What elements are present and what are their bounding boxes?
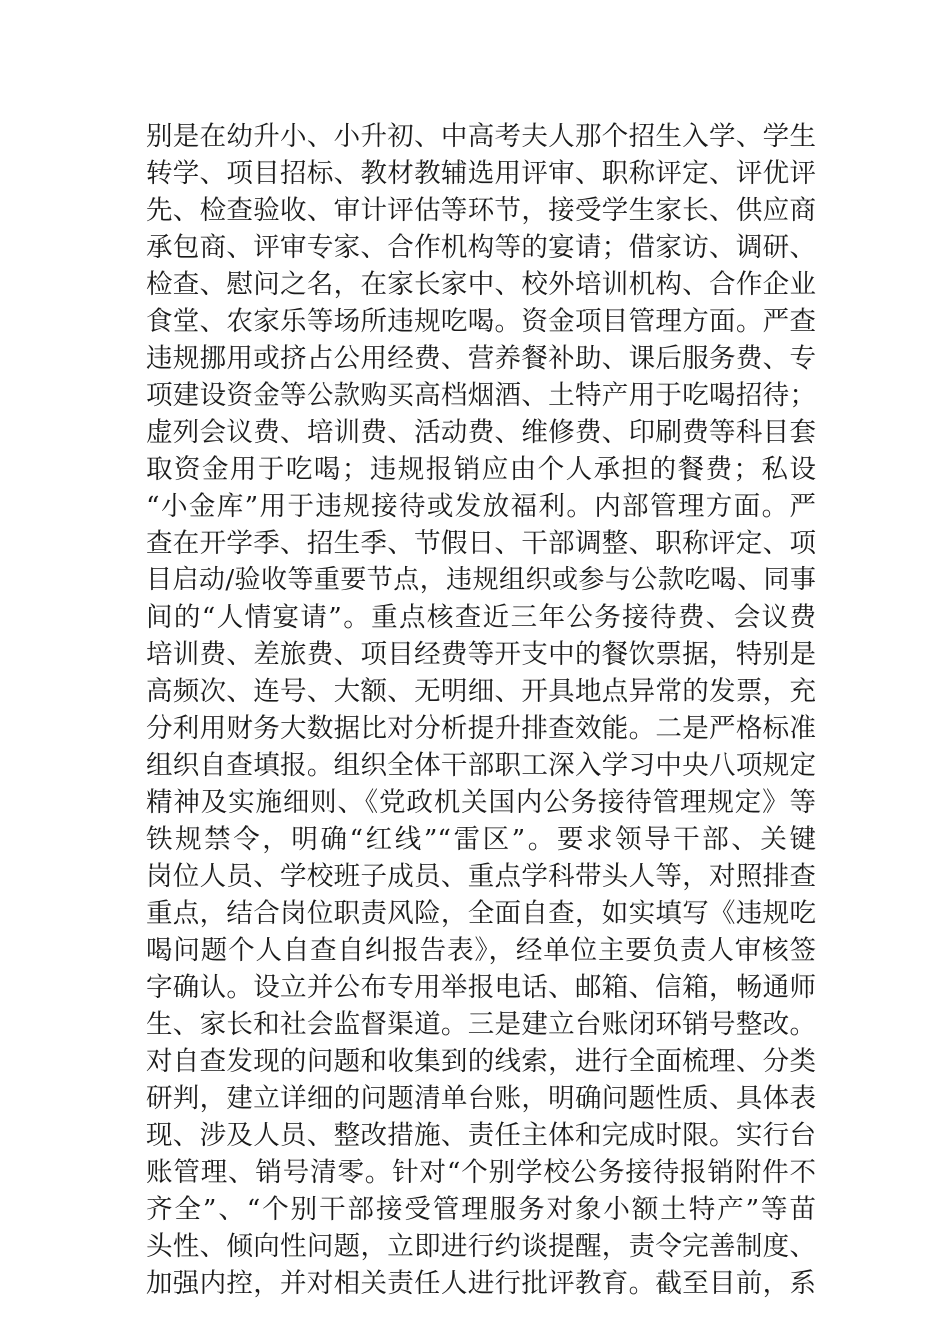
body-paragraph (146, 118, 816, 1302)
text-line: 违规挪用或挤占公用经费、营养餐补助、课后服务费、专 (146, 343, 816, 374)
text-line: 重点，结合岗位职责风险，全面自查，如实填写《违规吃 (146, 898, 816, 929)
text-line: 岗位人员、学校班子成员、重点学科带头人等，对照排查 (146, 861, 816, 892)
text-line: 现、涉及人员、整改措施、责任主体和完成时限。实行台 (146, 1120, 816, 1151)
text-line: 研判，建立详细的问题清单台账，明确问题性质、具体表 (146, 1083, 816, 1114)
text-line: 目启动/验收等重要节点，违规组织或参与公款吃喝、同事 (146, 565, 816, 595)
text-line: 加强内控，并对相关责任人进行批评教育。截至目前，系 (146, 1268, 816, 1299)
text-line: 检查、慰问之名，在家长家中、校外培训机构、合作企业 (146, 269, 816, 300)
text-line: “小金库”用于违规接待或发放福利。内部管理方面。严 (146, 491, 816, 522)
text-line: 高频次、连号、大额、无明细、开具地点异常的发票，充 (146, 676, 816, 707)
text-line: 查在开学季、招生季、节假日、干部调整、职称评定、项 (146, 528, 816, 559)
text-line: 取资金用于吃喝；违规报销应由个人承担的餐费；私设 (146, 454, 816, 485)
text-line: 字确认。设立并公布专用举报电话、邮箱、信箱，畅通师 (146, 972, 816, 1003)
text-line: 项建设资金等公款购买高档烟酒、土特产用于吃喝招待； (146, 380, 816, 411)
text-line: 账管理、销号清零。针对“个别学校公务接待报销附件不 (146, 1157, 816, 1188)
text-line: 培训费、差旅费、项目经费等开支中的餐饮票据，特别是 (146, 639, 816, 670)
text-line: 食堂、农家乐等场所违规吃喝。资金项目管理方面。严查 (146, 306, 816, 337)
text-line: 精神及实施细则、《党政机关国内公务接待管理规定》等 (146, 787, 816, 818)
text-line: 喝问题个人自查自纠报告表》，经单位主要负责人审核签 (146, 935, 816, 966)
text-line: 头性、倾向性问题，立即进行约谈提醒，责令完善制度、 (146, 1231, 816, 1262)
text-line: 对自查发现的问题和收集到的线索，进行全面梳理、分类 (146, 1046, 816, 1077)
text-line: 转学、项目招标、教材教辅选用评审、职称评定、评优评 (146, 158, 816, 189)
text-line: 齐全”、“个别干部接受管理服务对象小额土特产”等苗 (146, 1194, 816, 1225)
text-line: 分利用财务大数据比对分析提升排查效能。二是严格标准 (146, 713, 816, 744)
text-line: 生、家长和社会监督渠道。三是建立台账闭环销号整改。 (146, 1009, 816, 1040)
text-line: 虚列会议费、培训费、活动费、维修费、印刷费等科目套 (146, 417, 816, 448)
text-line: 别是在幼升小、小升初、中高考夫人那个招生入学、学生 (146, 121, 816, 152)
text-line: 承包商、评审专家、合作机构等的宴请；借家访、调研、 (146, 232, 816, 263)
text-line: 先、检查验收、审计评估等环节，接受学生家长、供应商 (146, 195, 816, 226)
text-line: 组织自查填报。组织全体干部职工深入学习中央八项规定 (146, 750, 816, 781)
text-line: 铁规禁令，明确“红线”“雷区”。要求领导干部、关键 (146, 824, 816, 855)
text-line: 间的“人情宴请”。重点核查近三年公务接待费、会议费 (146, 602, 816, 633)
